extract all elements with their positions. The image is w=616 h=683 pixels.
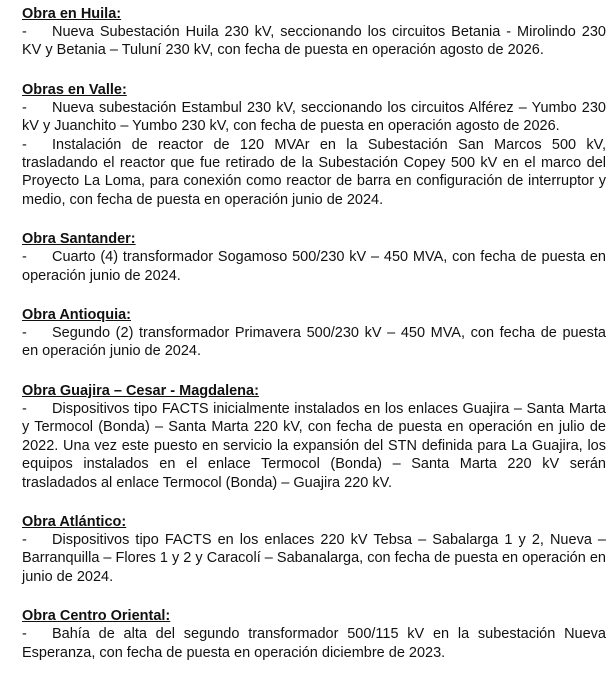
section-santander: [22, 230, 606, 285]
section-guajira-cesar-magdalena: [22, 382, 606, 492]
list-item-text: Nueva subestación Estambul 230 kV, seccionando los circuitos Alférez – Yumbo 230 kV y Juanchito – Yumbo 230 kV, con fecha de puesta en operación agosto de 2026.: [22, 99, 606, 135]
list-item: [22, 531, 606, 586]
bullet-marker: -: [22, 249, 27, 266]
list-item: [22, 324, 606, 361]
list-item: [22, 625, 606, 662]
list-item: [22, 99, 606, 136]
list-item-text: Instalación de reactor de 120 MVAr en la Subestación San Marcos 500 kV, trasladando el reactor que fue retirado de la Subestación Copey 500 kV en el marco del Proyecto La Loma, para conexión como reactor de barra en configuración de interruptor y medio, con fecha de puesta en operación junio de 2024.: [22, 136, 606, 208]
section-title: Obras en Valle:: [22, 81, 127, 98]
section-atlantico: [22, 513, 606, 586]
section-antioquia: [22, 306, 606, 361]
section-title: Obra Antioquia:: [22, 307, 132, 324]
section-title: Obra Santander:: [22, 231, 136, 248]
section-huila: [22, 5, 606, 60]
list-item: [22, 248, 606, 285]
section-centro-oriental: [22, 607, 606, 662]
list-item-text: Bahía de alta del segundo transformador 500/115 kV en la subestación Nueva Esperanza, con fecha de puesta en operación diciembre de 2023.: [22, 626, 606, 661]
section-title: Obra Centro Oriental:: [22, 608, 171, 625]
bullet-marker: -: [22, 531, 27, 548]
list-item-text: Segundo (2) transformador Primavera 500/230 kV – 450 MVA, con fecha de puesta en operación junio de 2024.: [22, 325, 606, 360]
bullet-marker: -: [22, 325, 27, 342]
list-item-text: Dispositivos tipo FACTS en los enlaces 220 kV Tebsa – Sabalarga 1 y 2, Nueva – Barranquilla – Flores 1 y 2 y Caracolí – Sabanalarga, con fecha de puesta en operación en junio de 2024.: [22, 531, 606, 585]
section-title: Obra Guajira – Cesar - Magdalena:: [22, 382, 259, 399]
list-item: [22, 400, 606, 492]
list-item: [22, 23, 606, 60]
list-item: [22, 136, 606, 210]
bullet-marker: -: [22, 136, 27, 153]
section-title: Obra en Huila:: [22, 6, 122, 22]
list-item-text: Nueva Subestación Huila 230 kV, seccionando los circuitos Betania - Mirolindo 230 KV y Betania – Tuluní 230 kV, con fecha de puesta en operación agosto de 2026.: [22, 24, 606, 59]
bullet-marker: -: [22, 24, 27, 40]
list-item-text: Cuarto (4) transformador Sogamoso 500/230 kV – 450 MVA, con fecha de puesta en operación junio de 2024.: [22, 249, 606, 284]
document-page: [22, 5, 606, 683]
bullet-marker: -: [22, 626, 27, 643]
section-title: Obra Atlántico:: [22, 513, 127, 530]
bullet-marker: -: [22, 400, 27, 417]
list-item-text: Dispositivos tipo FACTS inicialmente instalados en los enlaces Guajira – Santa Marta y Termocol (Bonda) – Santa Marta 220 kV, con fecha de puesta en operación en julio de 2022. Una vez este puesto en servicio la expansión del STN definida para La Guajira, los equipos instalados en el enlace Termocol (Bonda) – Santa Marta 220 kV serán trasladados al enlace Termocol (Bonda) – Guajira 220 kV.: [22, 400, 606, 491]
bullet-marker: -: [22, 99, 27, 116]
section-valle: [22, 81, 606, 209]
